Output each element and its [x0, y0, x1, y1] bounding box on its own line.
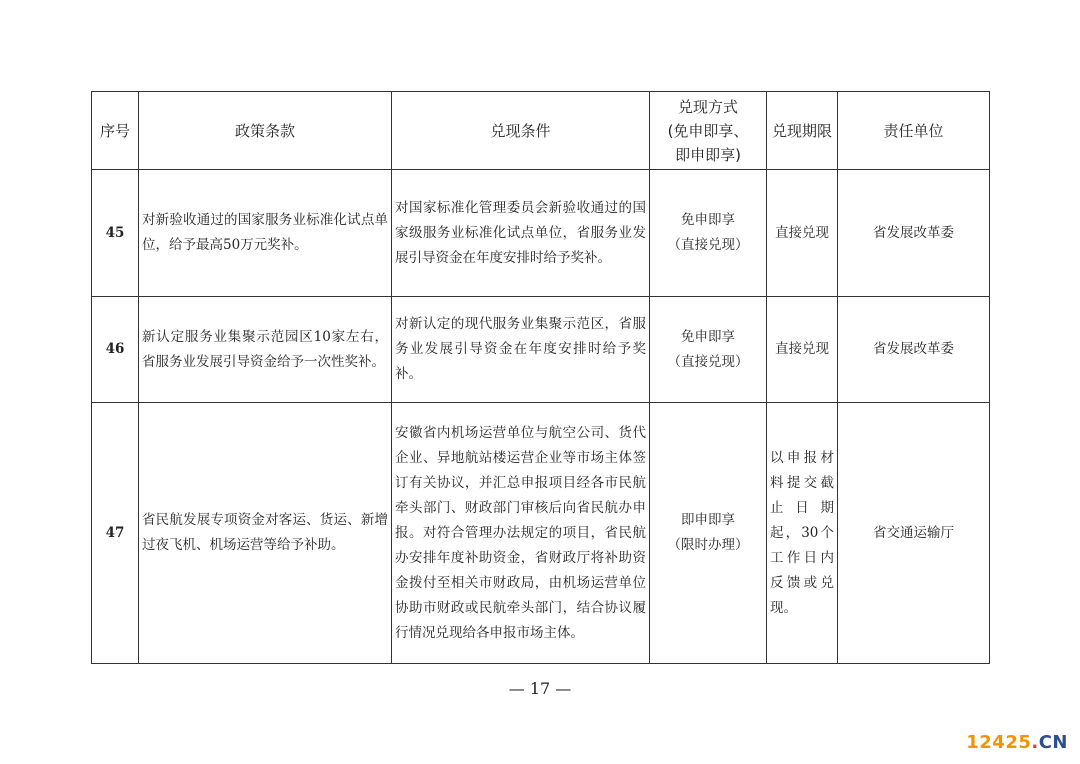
watermark-dot: . [1031, 732, 1039, 753]
row-no: 46 [92, 297, 139, 403]
row-policy: 省民航发展专项资金对客运、货运、新增过夜飞机、机场运营等给予补助。 [139, 403, 392, 664]
header-method: 兑现方式 (免申即享、 即申即享) [650, 92, 767, 170]
row-method: 免申即享 （直接兑现） [650, 297, 767, 403]
row-no: 47 [92, 403, 139, 664]
header-condition: 兑现条件 [392, 92, 650, 170]
watermark-number: 12425 [966, 732, 1032, 753]
row-period: 直接兑现 [767, 297, 838, 403]
watermark-cn: CN [1038, 732, 1068, 753]
header-no: 序号 [92, 92, 139, 170]
table-header-row [92, 92, 990, 170]
row-condition: 安徽省内机场运营单位与航空公司、货代企业、异地航站楼运营企业等市场主体签订有关协议，并汇总申报项目经各市民航牵头部门、财政部门审核后向省民航办申报。对符合管理办法规定的项目，省民航办安排年度补助资金，省财政厅将补助资金拨付至相关市财政局，由机场运营单位协助市财政或民航牵头部门，结合协议履行情况兑现给各申报市场主体。 [392, 403, 650, 664]
page-number: — 17 — [508, 679, 572, 698]
site-watermark [966, 732, 1068, 753]
row-no: 45 [92, 170, 139, 297]
row-unit: 省发展改革委 [838, 170, 990, 297]
row-condition: 对新认定的现代服务业集聚示范区，省服务业发展引导资金在年度安排时给予奖补。 [392, 297, 650, 403]
header-policy: 政策条款 [139, 92, 392, 170]
row-method: 免申即享 （直接兑现） [650, 170, 767, 297]
table-row [92, 170, 990, 297]
table-row [92, 297, 990, 403]
row-unit: 省交通运输厅 [838, 403, 990, 664]
row-period: 直接兑现 [767, 170, 838, 297]
row-policy: 对新验收通过的国家服务业标准化试点单位，给予最高50万元奖补。 [139, 170, 392, 297]
policy-table [91, 91, 990, 664]
row-unit: 省发展改革委 [838, 297, 990, 403]
row-period: 以申报材料提交截止日期起，30个工作日内反馈或兑现。 [767, 403, 838, 664]
row-method: 即申即享 （限时办理） [650, 403, 767, 664]
row-policy: 新认定服务业集聚示范园区10家左右，省服务业发展引导资金给予一次性奖补。 [139, 297, 392, 403]
header-period: 兑现期限 [767, 92, 838, 170]
table-row [92, 403, 990, 664]
row-condition: 对国家标准化管理委员会新验收通过的国家级服务业标准化试点单位，省服务业发展引导资金在年度安排时给予奖补。 [392, 170, 650, 297]
header-unit: 责任单位 [838, 92, 990, 170]
